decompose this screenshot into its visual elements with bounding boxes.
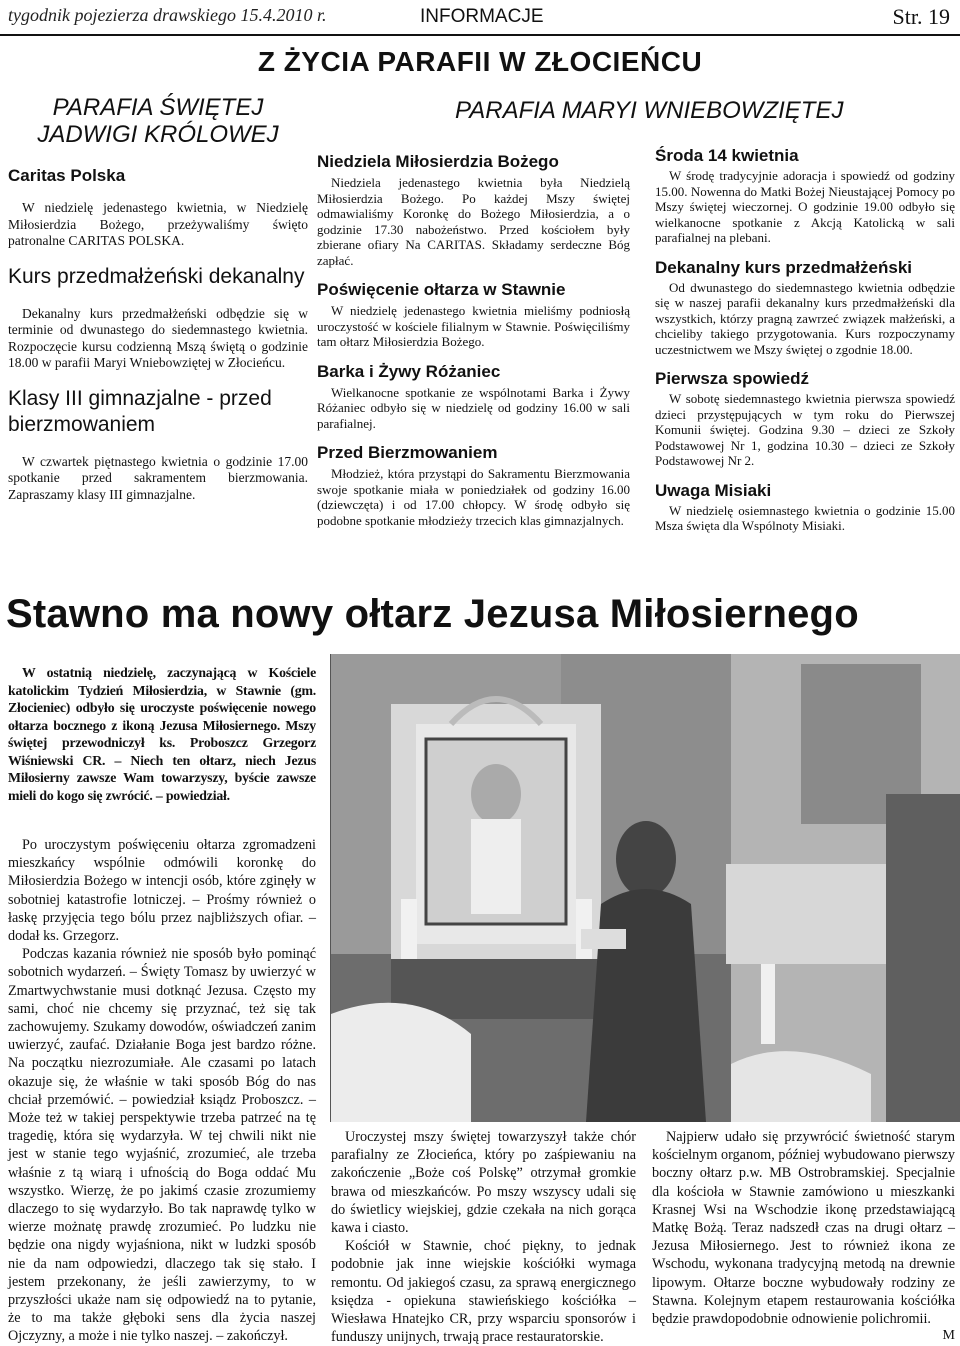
course-text: Dekanalny kurs przedmałżeński odbędzie się w terminie od dwunastego do siedemnastego kwietnia. Rozpoczęcie kursu codzienną Mszą świętą o godzinie 18.00 w parafii Maryi Wniebowziętej w Złocieńcu.: [8, 305, 308, 370]
caritas-heading: Caritas Polska: [8, 166, 126, 185]
article-column-3: [652, 1128, 955, 1344]
parish-maryi-column-a: [317, 152, 630, 528]
article-column-2: [331, 1128, 636, 1346]
article-title: Stawno ma nowy ołtarz Jezusa Miłosiernego: [6, 592, 859, 636]
mercy-sunday-heading: Niedziela Miłosierdzia Bożego: [317, 152, 559, 171]
header-rule: [0, 34, 960, 36]
misiaki-text: W niedzielę osiemnastego kwietnia o godzinie 15.00 Msza święta dla Wspólnoty Misiaki.: [655, 502, 955, 533]
altar-consecration-heading: Poświęcenie ołtarza w Stawnie: [317, 280, 566, 299]
gymnasium-text: W czwartek piętnastego kwietnia o godzinie 17.00 spotkanie przed sakramentem bierzmowania. Zapraszamy klasy III gimnazjalne.: [8, 453, 308, 502]
altar-photo-drawing: [331, 654, 960, 1122]
mercy-sunday-text: Niedziela jedenastego kwietnia była Niedzielą Miłosierdzia Bożego. Po każdej Mszy świętej odmawialiśmy Koronkę do Bożego Miłosierdzia, a o godzinie 17.30 nabożeństwo. Przed kościołem były zbierane ofiary Na CARITAS. Składamy serdeczne Bóg zapłać.: [317, 175, 630, 268]
wednesday-heading: Środa 14 kwietnia: [655, 146, 799, 165]
article-lead: W ostatnią niedzielę, zaczynającą w Kościele katolickim Tydzień Miłosierdzia, w Stawnie (gm. Złocieniec) odbyło się uroczyste poświęcenie nowego ołtarza bocznego z ikoną Jezusa Miłosiernego. Mszy świętej przewodniczył ks. Proboszcz Grzegorz Wiśniewski CR. – Niech ten ołtarz, niech Jezus Miłosierny zawsze Wam towarzyszy, byście zawsze mieli do kogo się zwrócić. – powiedział.: [8, 665, 316, 803]
gymnasium-heading: Klasy III gimnazjalne - przed bierzmowaniem: [8, 386, 272, 436]
parish-maryi-column-b: [655, 146, 955, 534]
first-confession-heading: Pierwsza spowiedź: [655, 369, 809, 388]
altar-photo: [330, 654, 960, 1122]
article-paragraph-1: Po uroczystym poświęceniu ołtarza zgromadzeni mieszkańcy wspólnie odmówili koronkę do Miłosierdzia Bożego w intencji osób, które zginęły w sobotniej katastrofie lotniczej. – Prośmy również o łaskę przyjęcia tego bólu przez najbliższych ofiar. – dodał ks. Grzegorz.: [8, 837, 316, 945]
article-paragraph-3: Uroczystej mszy świętej towarzyszył także chór parafialny ze Złocieńca, który po zaśpiewaniu na zakończenie „Boże coś Polskę” otrzymał gromkie brawa od mieszkańców. Po mszy wszyscy udali się do świetlicy wiejskiej, gdzie czekała na nich gorąca kawa i ciasto.: [331, 1129, 636, 1237]
confirmation-heading: Przed Bierzmowaniem: [317, 443, 498, 462]
deanery-course-text: Od dwunastego do siedemnastego kwietnia odbędzie się w naszej parafii dekanalny kurs przedmałżeński dla wszystkich, którzy pragną zawrzeć związek małżeński, a chcieliby takiego przygotowania. Kurs rozpoczynamy uczestnictwem we Mszy świętej o zgodnie 18.00.: [655, 279, 955, 357]
article-signature: M: [942, 1328, 955, 1344]
parish-maryi-title: PARAFIA MARYI WNIEBOWZIĘTEJ: [455, 97, 844, 124]
article-paragraph-4: Kościół w Stawnie, choć piękny, to jednak podobnie jak inne wiejskie kościółki wymaga remontu. Od jakiegoś czasu, za sprawą energicznego księdza - opiekuna stawieńskiego kościółka – Wiesława Hnatejko CR, przy wsparciu sponsorów i funduszy unijnych, trwają prace restauratorskie.: [331, 1238, 636, 1346]
first-confession-text: W sobotę siedemnastego kwietnia pierwsza spowiedź dzieci przystępujących w tym roku do Pierwszej Komunii świętej. Godzina 9.30 – dzieci ze Szkoły Podstawowej Nr 1, godzina 10.30 – dzieci ze Szkoły Podstawowej Nr 2.: [655, 391, 955, 468]
deanery-course-heading: Dekanalny kurs przedmałżeński: [655, 257, 913, 277]
header-page-number: Str. 19: [892, 4, 950, 29]
parish-jadwiga-title: PARAFIA ŚWIĘTEJ JADWIGI KRÓLOWEJ: [37, 94, 279, 148]
header-section: INFORMACJE: [420, 6, 544, 27]
misiaki-heading: Uwaga Misiaki: [655, 480, 772, 500]
barka-heading: Barka i Żywy Różaniec: [317, 361, 501, 381]
header-publication: tygodnik pojezierza drawskiego 15.4.2010 r.: [8, 5, 327, 25]
course-heading: Kurs przedmałżeński dekanalny: [8, 264, 305, 288]
confirmation-text: Młodzież, która przystąpi do Sakramentu Bierzmowania swoje spotkanie miała w poniedziałek od godziny 16.00 (dziewczęta) i od 17.00 chłopcy. W środę odbyło się podobne spotkanie młodzieży trzecich klas gimnazjalnych.: [317, 466, 630, 528]
article-lead-block: [8, 664, 316, 804]
article-paragraph-5: Najpierw udało się przywrócić świetność starym kościelnym organom, później wybudowano pierwszy boczny ołtarz p.w. MB Ostrobramskiej. Specjalnie dla kościoła w Stawnie zamówiono u mieszkanki Krasnej Wsi na Wschodzie ikonę przedstawiającą Matkę Bożą. Teraz nadszedł czas na drugi ołtarz – Jezusa Miłosiernego. Jest to również ikona ze Wschodu, wykonana tradycyjną metodą na drewnie lipowym. Ołtarze boczne wybudowały rodziny ze Stawna. Kolejnym etapem restaurowania kościółka będzie prawdopodobnie odnowienie polichromii.: [652, 1129, 955, 1328]
wednesday-text: W środę tradycyjnie adoracja i spowiedź od godziny 15.00. Nowenna do Matki Bożej Nieustającej Pomocy po Mszy świętej wieczornej. O godzinie 19.00 odbyło się wielkanocne spotkanie z Akcją Katolicką w sali parafialnej na plebani.: [655, 168, 955, 245]
page-title: Z ŻYCIA PARAFII W ZŁOCIEŃCU: [257, 46, 703, 77]
parish-jadwiga-column: [8, 94, 308, 503]
altar-consecration-text: W niedzielę jedenastego kwietnia mieliśmy podniosłą uroczystość w kościele filialnym w Stawnie. Poświęciliśmy tam ołtarz Miłosierdzia Bożego.: [317, 303, 630, 349]
article-column-1: [8, 836, 316, 1346]
barka-text: Wielkanocne spotkanie ze wspólnotami Barka i Żywy Różaniec odbyło się w niedzielę od godziny 16.00 w sali parafialnej.: [317, 384, 630, 431]
article-paragraph-2: Podczas kazania również nie sposób było pominąć sobotnich wydarzeń. – Święty Tomasz by uwierzyć w Zmartwychwstanie musi dotknąć Jezusa. Często my sami, choć nie chcemy się przyznać, też się tak zachowujemy. Szukamy dowodów, oświadczeń zanim uwierzyć, zaufać. Działanie Boga jest bardzo różne. Na początku niezrozumiałe. Ale czasami po latach okazuje się, że właśnie w taki sposób Bóg do nas chciał przemówić. – powiedział ksiądz Proboszcz. – Może też w takiej perspektywie trzeba patrzeć na tę tragedię, która się wydarzyła. W tej chwili nikt nie jest w stanie tego wyjaśnić, zrozumieć, ale trzeba właśnie z tą wiarą i ufnością do Boga oddać Mu wszystko. Wierzę, że po jakimś czasie zrozumiemy dlaczego to się wydarzyło. Bo tak naprawdę tylko w wierze możnatę prawdę zrozumieć. Po ludzku nie będzie ona nigdy wyjaśniona, nikt w ludzki sposób nie da nam odpowiedzi, dlaczego tak się stało. I jestem przekonany, że jeśli zawierzymy, to w przyszłości ukaże nam się odpowiedź na to pytanie, że to ma także głęboki sens dla życia naszej Ojczyzny, a może i nie tylko naszej. – zakończył.: [8, 946, 316, 1345]
caritas-text: W niedzielę jedenastego kwietnia, w Niedzielę Miłosierdzia Bożego, przeżywaliśmy święto patronalne CARITAS POLSKA.: [8, 200, 308, 248]
